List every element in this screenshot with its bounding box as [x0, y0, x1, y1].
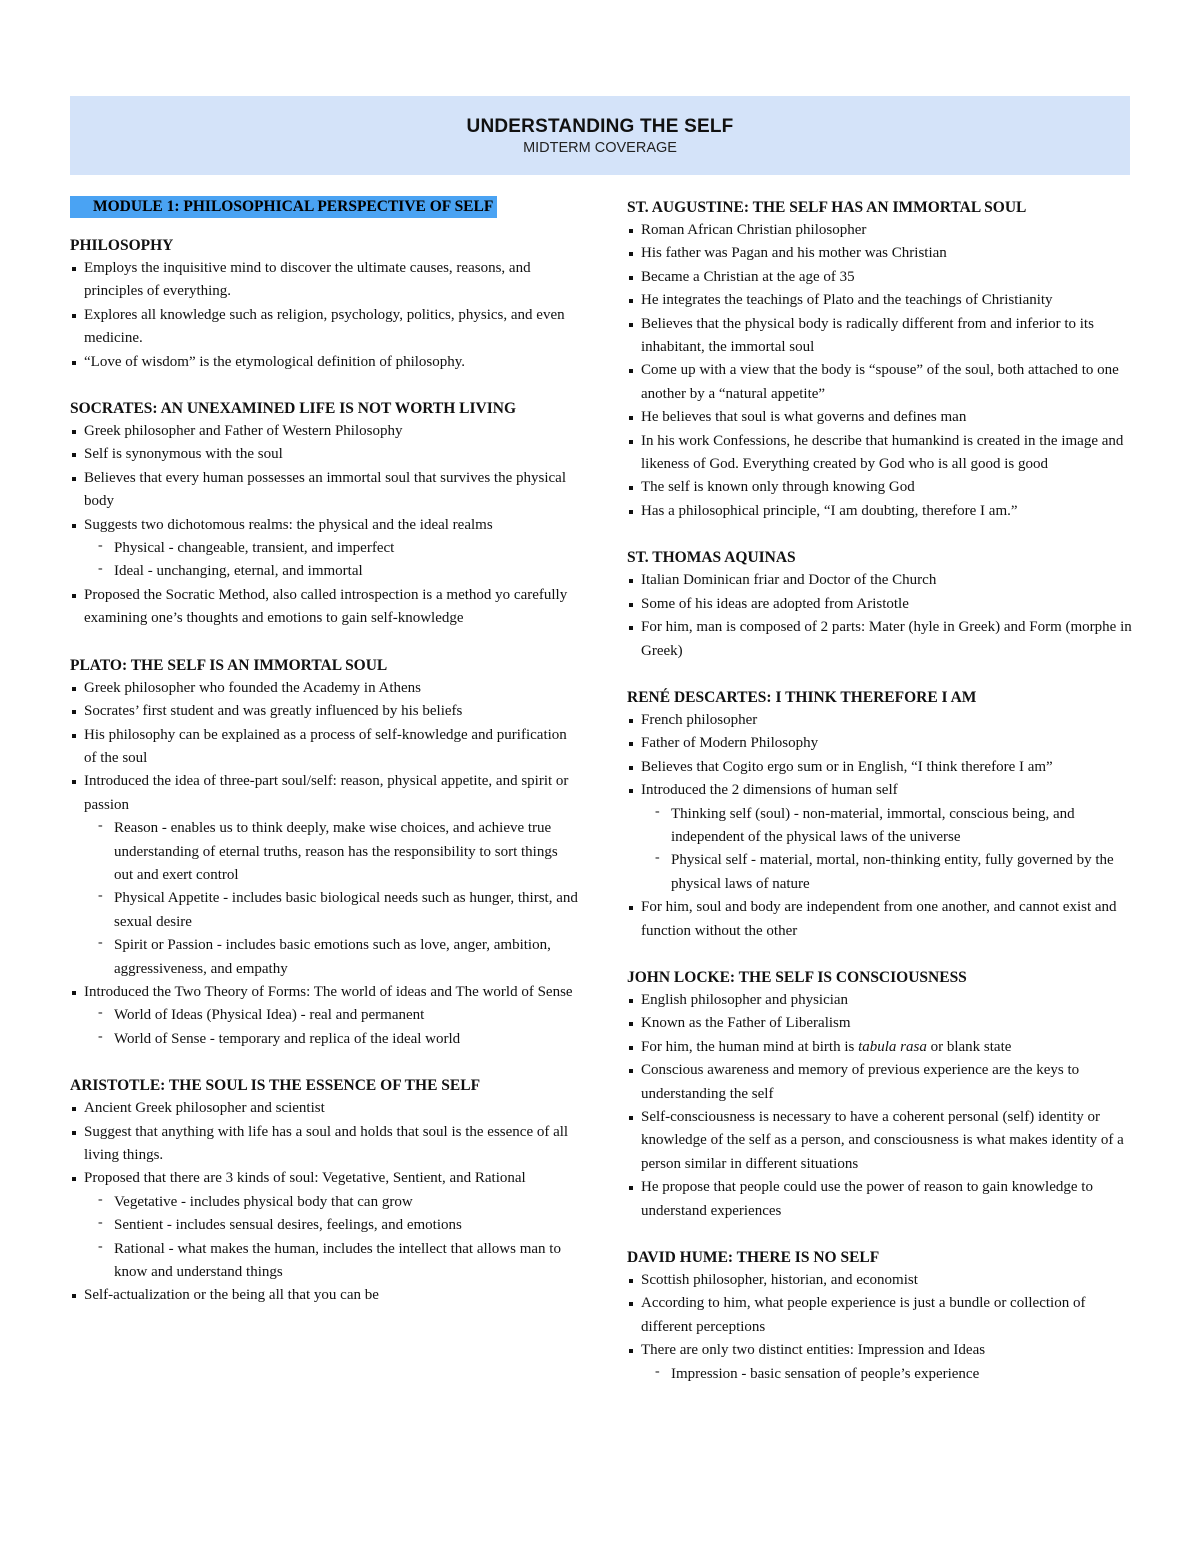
italic-term: tabula rasa	[858, 1038, 927, 1055]
section-heading: ARISTOTLE: THE SOUL IS THE ESSENCE OF THE SELF	[70, 1077, 481, 1095]
list-item: For him, soul and body are independent from one another, and cannot exist and function without the other	[627, 896, 1137, 943]
bullet-list	[70, 1097, 580, 1308]
sub-list-item: - Sentient - includes sensual desires, feelings, and emotions	[70, 1214, 580, 1237]
list-item: Self-consciousness is necessary to have a coherent personal (self) identity or knowledge of the self as a person, and consciousness is what makes identity of a person similar in different situations	[627, 1106, 1137, 1176]
sub-list-item: - Thinking self (soul) - non-material, immortal, conscious being, and independent of the physical laws of the universe	[627, 803, 1137, 850]
bullet-list	[70, 257, 580, 374]
sub-list-item: - Spirit or Passion - includes basic emotions such as love, anger, ambition, aggressiveness, and empathy	[70, 934, 580, 981]
list-item: He believes that soul is what governs and defines man	[627, 406, 1137, 429]
list-item: Greek philosopher and Father of Western Philosophy	[70, 420, 580, 443]
list-item: For him, man is composed of 2 parts: Mater (hyle in Greek) and Form (morphe in Greek)	[627, 616, 1137, 663]
list-item: Proposed the Socratic Method, also called introspection is a method yo carefully examining one’s thoughts and emotions to gain self-knowledge	[70, 584, 580, 631]
list-item: Scottish philosopher, historian, and economist	[627, 1269, 1137, 1292]
list-item: Became a Christian at the age of 35	[627, 266, 1137, 289]
list-item	[627, 1036, 1137, 1059]
sub-list-item: - Physical - changeable, transient, and imperfect	[70, 537, 580, 560]
bullet-list	[627, 1269, 1137, 1386]
section-philosophy	[70, 234, 580, 374]
list-item: Ancient Greek philosopher and scientist	[70, 1097, 580, 1120]
list-item: Italian Dominican friar and Doctor of the Church	[627, 569, 1137, 592]
sub-list-item: - Ideal - unchanging, eternal, and immortal	[70, 560, 580, 583]
sub-list-item: - World of Sense - temporary and replica of the ideal world	[70, 1028, 580, 1051]
list-item: His philosophy can be explained as a process of self-knowledge and purification of the soul	[70, 724, 580, 771]
list-item: Suggests two dichotomous realms: the physical and the ideal realms	[70, 514, 580, 537]
title-banner	[70, 96, 1130, 175]
list-item: “Love of wisdom” is the etymological definition of philosophy.	[70, 351, 580, 374]
list-item: Introduced the 2 dimensions of human self	[627, 779, 1137, 802]
sub-list-item: - Physical Appetite - includes basic biological needs such as hunger, thirst, and sexual desire	[70, 887, 580, 934]
list-item: Believes that every human possesses an immortal soul that survives the physical body	[70, 467, 580, 514]
section-locke	[627, 966, 1137, 1223]
section-socrates	[70, 397, 580, 631]
bullet-list	[627, 569, 1137, 663]
list-item: Has a philosophical principle, “I am doubting, therefore I am.”	[627, 500, 1137, 523]
list-item: Self-actualization or the being all that you can be	[70, 1284, 580, 1307]
list-item: Introduced the Two Theory of Forms: The world of ideas and The world of Sense	[70, 981, 580, 1004]
bullet-list	[627, 219, 1137, 523]
list-item: Self is synonymous with the soul	[70, 443, 580, 466]
text-segment: or blank state	[926, 1038, 1012, 1055]
section-heading: JOHN LOCKE: THE SELF IS CONSCIOUSNESS	[627, 968, 967, 986]
section-descartes	[627, 686, 1137, 943]
sub-list-item: - Rational - what makes the human, includes the intellect that allows man to know and understand things	[70, 1238, 580, 1285]
list-item: There are only two distinct entities: Impression and Ideas	[627, 1339, 1137, 1362]
sub-list-item: - Physical self - material, mortal, non-thinking entity, fully governed by the physical laws of nature	[627, 849, 1137, 896]
list-item: Greek philosopher who founded the Academy in Athens	[70, 677, 580, 700]
list-item: The self is known only through knowing God	[627, 476, 1137, 499]
list-item: He propose that people could use the power of reason to gain knowledge to understand experiences	[627, 1176, 1137, 1223]
list-item: Father of Modern Philosophy	[627, 732, 1137, 755]
text-segment: For him, the human mind at birth is	[641, 1038, 859, 1055]
list-item: Come up with a view that the body is “spouse” of the soul, both attached to one another by a “natural appetite”	[627, 359, 1137, 406]
list-item: Some of his ideas are adopted from Aristotle	[627, 593, 1137, 616]
list-item: Proposed that there are 3 kinds of soul: Vegetative, Sentient, and Rational	[70, 1167, 580, 1190]
section-heading: DAVID HUME: THERE IS NO SELF	[627, 1249, 880, 1267]
section-aristotle	[70, 1074, 580, 1308]
section-augustine	[627, 196, 1137, 523]
left-column	[70, 196, 580, 1331]
list-item: Introduced the idea of three-part soul/self: reason, physical appetite, and spirit or passion	[70, 770, 580, 817]
list-item: His father was Pagan and his mother was Christian	[627, 242, 1137, 265]
bullet-list	[627, 709, 1137, 943]
bullet-list	[70, 420, 580, 631]
section-plato	[70, 654, 580, 1052]
list-item: Employs the inquisitive mind to discover the ultimate causes, reasons, and principles of everything.	[70, 257, 580, 304]
list-item: In his work Confessions, he describe that humankind is created in the image and likeness of God. Everything created by God who is all good is good	[627, 430, 1137, 477]
list-item: Believes that Cogito ergo sum or in English, “I think therefore I am”	[627, 756, 1137, 779]
section-hume	[627, 1246, 1137, 1386]
list-item: Conscious awareness and memory of previous experience are the keys to understanding the self	[627, 1059, 1137, 1106]
sub-list-item: - Vegetative - includes physical body that can grow	[70, 1191, 580, 1214]
section-heading: ST. THOMAS AQUINAS	[627, 549, 796, 567]
sub-list-item: - Reason - enables us to think deeply, make wise choices, and achieve true understanding of eternal truths, reason has the responsibility to sort things out and exert control	[70, 817, 580, 887]
section-heading: PHILOSOPHY	[70, 237, 174, 254]
list-item: Explores all knowledge such as religion, psychology, politics, physics, and even medicine.	[70, 304, 580, 351]
list-item: Suggest that anything with life has a soul and holds that soul is the essence of all living things.	[70, 1121, 580, 1168]
bullet-list	[70, 677, 580, 1052]
section-heading: RENÉ DESCARTES: I THINK THEREFORE I AM	[627, 688, 977, 706]
section-heading: SOCRATES: AN UNEXAMINED LIFE IS NOT WORTH LIVING	[70, 400, 517, 418]
sub-list-item: - World of Ideas (Physical Idea) - real and permanent	[70, 1004, 580, 1027]
list-item: Roman African Christian philosopher	[627, 219, 1137, 242]
list-item: He integrates the teachings of Plato and the teachings of Christianity	[627, 289, 1137, 312]
list-item: Known as the Father of Liberalism	[627, 1012, 1137, 1035]
sub-list-item: - Impression - basic sensation of people’s experience	[627, 1363, 1137, 1386]
list-item: Socrates’ first student and was greatly influenced by his beliefs	[70, 700, 580, 723]
document-title: UNDERSTANDING THE SELF	[466, 116, 734, 137]
list-item: According to him, what people experience is just a bundle or collection of different perceptions	[627, 1292, 1137, 1339]
list-item: English philosopher and physician	[627, 989, 1137, 1012]
list-item: Believes that the physical body is radically different from and inferior to its inhabitant, the immortal soul	[627, 313, 1137, 360]
section-heading: ST. AUGUSTINE: THE SELF HAS AN IMMORTAL SOUL	[627, 199, 1027, 216]
section-heading: PLATO: THE SELF IS AN IMMORTAL SOUL	[70, 656, 388, 674]
module-heading: MODULE 1: PHILOSOPHICAL PERSPECTIVE OF SELF	[70, 196, 497, 218]
document-subtitle: MIDTERM COVERAGE	[523, 140, 677, 156]
list-item: French philosopher	[627, 709, 1137, 732]
section-aquinas	[627, 546, 1137, 663]
right-column	[627, 196, 1137, 1409]
bullet-list	[627, 989, 1137, 1223]
